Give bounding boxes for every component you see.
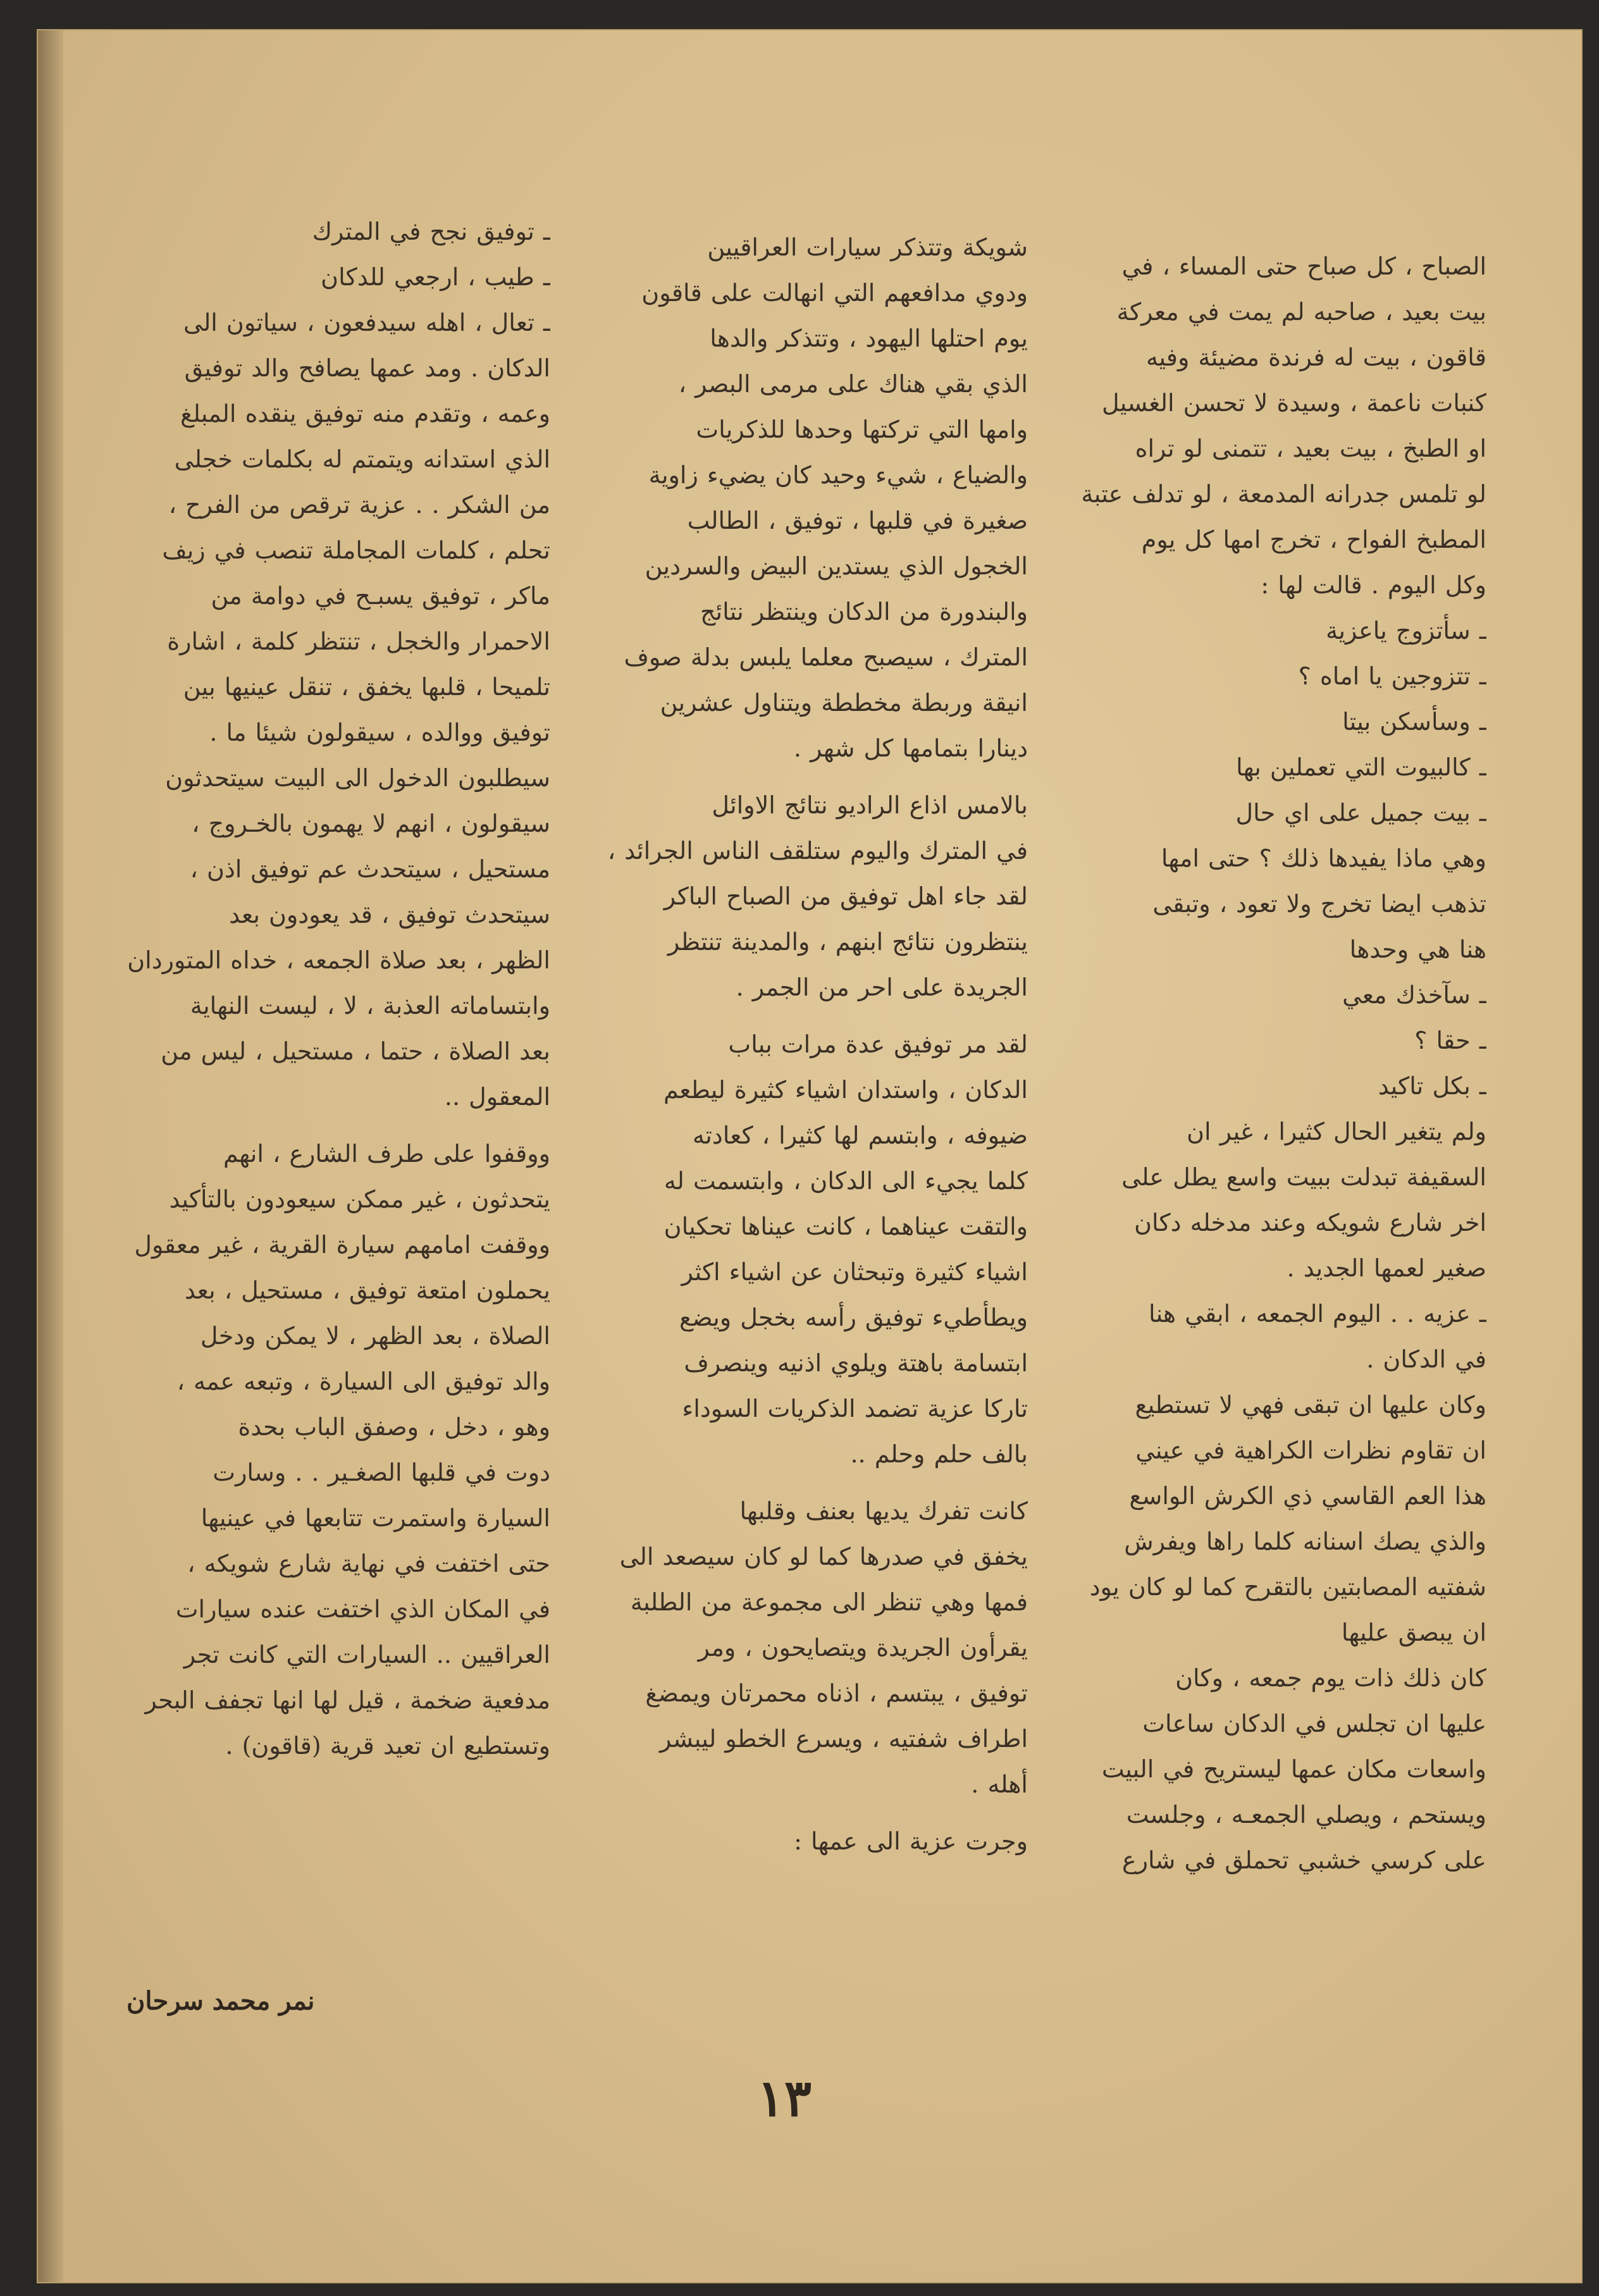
text-line: يقرأون الجريدة ويتصايحون ، ومر — [698, 1634, 1028, 1662]
text-line: اشياء كثيرة وتبحثان عن اشياء اكثر — [681, 1258, 1028, 1286]
text-line: اطراف شفتيه ، ويسرع الخطو ليبشر — [659, 1725, 1028, 1753]
text-line: عليها ان تجلس في الدكان ساعات — [1142, 1710, 1486, 1737]
text-line: المعقول .. — [444, 1083, 550, 1111]
text-line: بالامس اذاع الراديو نتائج الاوائل — [712, 791, 1028, 819]
text-line: توفيق ووالده ، سيقولون شيئا ما . — [209, 719, 550, 746]
text-line: ودوي مدافعهم التي انهالت على قاقون — [641, 279, 1028, 307]
text-line: حتى اختفت في نهاية شارع شويكه ، — [187, 1550, 550, 1577]
text-line: المترك ، سيصبح معلما يلبس بدلة صوف — [624, 643, 1028, 671]
text-line: مدفعية ضخمة ، قيل لها انها تجفف البحر — [145, 1686, 550, 1714]
text-line: الجريدة على احر من الجمر . — [736, 973, 1028, 1001]
text-line: او الطبخ ، بيت بعيد ، تتمنى لو تراه — [1135, 435, 1486, 462]
text-line: وكل اليوم . قالت لها : — [1261, 571, 1486, 599]
text-line: وكان عليها ان تبقى فهي لا تستطيع — [1135, 1391, 1486, 1419]
text-line: ويستحم ، ويصلي الجمعـه ، وجلست — [1126, 1801, 1486, 1829]
text-line: مستحيل ، سيتحدث عم توفيق اذن ، — [190, 855, 550, 883]
text-line: لو تلمس جدرانه المدمعة ، لو تدلف عتبة — [1081, 480, 1486, 508]
text-line: في المترك واليوم ستلقف الناس الجرائد ، — [607, 837, 1028, 865]
text-line: من الشكر . . عزية ترقص من الفرح ، — [168, 491, 550, 519]
text-line: يحملون امتعة توفيق ، مستحيل ، بعد — [184, 1276, 550, 1304]
text-line: ـ توفيق نجح في المترك — [312, 218, 550, 245]
text-line: الدكان ، واستدان اشياء كثيرة ليطعم — [664, 1076, 1028, 1104]
text-line: الظهر ، بعد صلاة الجمعه ، خداه المتوردان — [127, 946, 550, 974]
left-column — [114, 209, 550, 1768]
text-line: الذي بقي هناك على مرمى البصر ، — [678, 370, 1028, 398]
text-line: فمها وهي تنظر الى مجموعة من الطلبة — [630, 1588, 1028, 1616]
text-line: هنا هي وحدها — [1349, 935, 1486, 963]
text-line: وابتساماته العذبة ، لا ، ليست النهاية — [190, 992, 550, 1020]
text-line: الصباح ، كل صباح حتى المساء ، في — [1121, 252, 1486, 280]
text-line: ـ حقا ؟ — [1414, 1027, 1486, 1054]
text-line: أهله . — [971, 1770, 1028, 1798]
text-line: شويكة وتتذكر سيارات العراقيين — [707, 233, 1028, 261]
text-line: دينارا بتمامها كل شهر . — [793, 734, 1028, 762]
text-line: كلما يجيء الى الدكان ، وابتسمت له — [664, 1167, 1028, 1195]
text-line: يوم احتلها اليهود ، وتتذكر والدها — [710, 324, 1028, 352]
text-line: ـ بيت جميل على اي حال — [1235, 799, 1486, 827]
text-line: توفيق ، يبتسم ، اذناه محمرتان ويمضغ — [645, 1679, 1028, 1707]
text-line: والضياع ، شيء وحيد كان يضيء زاوية — [648, 461, 1028, 489]
text-line: بعد الصلاة ، حتما ، مستحيل ، ليس من — [161, 1037, 550, 1065]
text-line: ان تقاوم نظرات الكراهية في عيني — [1135, 1436, 1486, 1464]
text-line: يتحدثون ، غير ممكن سيعودون بالتأكيد — [169, 1185, 550, 1213]
text-line: لقد مر توفيق عدة مرات بباب — [728, 1030, 1028, 1058]
text-line: الدكان . ومد عمها يصافح والد توفيق — [184, 354, 550, 382]
text-line: ولم يتغير الحال كثيرا ، غير ان — [1187, 1118, 1486, 1145]
text-line: والبندورة من الدكان وينتظر نتائج — [700, 598, 1028, 626]
text-line: في المكان الذي اختفت عنده سيارات — [175, 1595, 550, 1623]
text-line: الخجول الذي يستدين البيض والسردين — [645, 552, 1028, 580]
paragraph-gap — [114, 1120, 550, 1131]
text-line: على كرسي خشبي تحملق في شارع — [1121, 1846, 1486, 1874]
text-line: والتقت عيناهما ، كانت عيناها تحكيان — [664, 1213, 1028, 1240]
text-line: واسعات مكان عمها ليستريح في البيت — [1101, 1755, 1486, 1783]
text-line: ـ عزيه . . اليوم الجمعه ، ابقي هنا — [1149, 1300, 1486, 1328]
text-line: السيارة واستمرت تتابعها في عينيها — [201, 1504, 550, 1532]
text-line: ـ بكل تاكيد — [1378, 1072, 1486, 1100]
text-line: السقيفة تبدلت ببيت واسع يطل على — [1121, 1163, 1486, 1191]
text-line: ـ كالبيوت التي تعملين بها — [1236, 753, 1486, 781]
text-line: والذي يصك اسنانه كلما راها ويفرش — [1124, 1528, 1486, 1555]
text-line: تلميحا ، قلبها يخفق ، تنقل عينيها بين — [183, 673, 550, 701]
text-line: سيتحدث توفيق ، قد يعودون بعد — [229, 901, 550, 929]
text-line: وعمه ، وتقدم منه توفيق ينقده المبلغ — [180, 400, 550, 428]
text-line: تحلم ، كلمات المجاملة تنصب في زيف — [162, 536, 550, 564]
text-line: انيقة وربطة مخططة ويتناول عشرين — [660, 689, 1028, 717]
text-line: وهو ، دخل ، وصفق الباب بحدة — [238, 1413, 550, 1441]
text-line: الصلاة ، بعد الظهر ، لا يمكن ودخل — [200, 1322, 550, 1350]
text-line: ووقفت امامهم سيارة القرية ، غير معقول — [134, 1231, 550, 1259]
text-line: ابتسامة باهتة ويلوي اذنيه وينصرف — [684, 1349, 1028, 1377]
text-line: ـ تتزوجين يا اماه ؟ — [1298, 662, 1486, 690]
text-line: يخفق في صدرها كما لو كان سيصعد الى — [619, 1543, 1028, 1571]
middle-column — [598, 225, 1028, 1864]
text-line: كان ذلك ذات يوم جمعه ، وكان — [1175, 1664, 1486, 1692]
text-line: ويطأطيء توفيق رأسه بخجل ويضع — [679, 1304, 1028, 1331]
paragraph-gap — [598, 1807, 1028, 1818]
text-line: لقد جاء اهل توفيق من الصباح الباكر — [664, 882, 1028, 910]
text-line: بيت بعيد ، صاحبه لم يمت في معركة — [1116, 298, 1486, 326]
text-line: اخر شارع شويكه وعند مدخله دكان — [1134, 1209, 1486, 1237]
paragraph-gap — [598, 1477, 1028, 1488]
text-line: صغير لعمها الجديد . — [1287, 1254, 1486, 1282]
page-number: ١٣ — [757, 2068, 812, 2128]
text-line: كنبات ناعمة ، وسيدة لا تحسن الغسيل — [1101, 389, 1486, 417]
text-line: ـ سأتزوج ياعزية — [1326, 617, 1486, 645]
page-edge — [38, 30, 63, 2282]
text-line: ان يبصق عليها — [1341, 1619, 1486, 1646]
text-line: ضيوفه ، وابتسم لها كثيرا ، كعادته — [692, 1121, 1028, 1149]
text-line: وامها التي تركتها وحدها للذكريات — [696, 416, 1028, 443]
text-line: سيقولون ، انهم لا يهمون بالخـروج ، — [192, 810, 550, 837]
text-line: ـ تعال ، اهله سيدفعون ، سياتون الى — [183, 309, 550, 336]
text-line: ماكر ، توفيق يسبـح في دوامة من — [211, 582, 550, 610]
text-line: ينتظرون نتائج ابنهم ، والمدينة تنتظر — [667, 928, 1028, 956]
author-signature: نمر محمد سرحان — [127, 1986, 315, 2016]
paragraph-gap — [598, 771, 1028, 782]
text-line: سيطلبون الدخول الى البيت سيتحدثون — [165, 764, 550, 792]
text-line: تاركا عزية تضمد الذكريات السوداء — [682, 1395, 1028, 1423]
text-line: كانت تفرك يديها بعنف وقلبها — [739, 1497, 1028, 1525]
text-line: دوت في قلبها الصغـير . . وسارت — [213, 1459, 550, 1486]
paragraph-gap — [598, 1010, 1028, 1021]
text-line: وجرت عزية الى عمها : — [794, 1827, 1028, 1855]
text-line: وهي ماذا يفيدها ذلك ؟ حتى امها — [1161, 844, 1486, 872]
text-line: الذي استدانه ويتمتم له بكلمات خجلى — [174, 445, 550, 473]
text-line: العراقيين .. السيارات التي كانت تجر — [183, 1641, 550, 1669]
right-column — [1056, 244, 1486, 1883]
text-line: الاحمرار والخجل ، تنتظر كلمة ، اشارة — [167, 627, 550, 655]
text-line: بالف حلم وحلم .. — [850, 1440, 1028, 1468]
text-line: المطبخ الفواح ، تخرج امها كل يوم — [1141, 526, 1486, 553]
text-line: والد توفيق الى السيارة ، وتبعه عمه ، — [176, 1367, 550, 1395]
text-line: ـ سآخذك معي — [1342, 981, 1486, 1009]
text-line: ـ وسأسكن بيتا — [1342, 708, 1486, 736]
text-line: وتستطيع ان تعيد قرية (قاقون) . — [225, 1732, 550, 1760]
text-line: هذا العم القاسي ذي الكرش الواسع — [1129, 1482, 1486, 1510]
text-line: في الدكان . — [1366, 1345, 1486, 1373]
text-line: شفتيه المصابتين بالتقرح كما لو كان يود — [1089, 1573, 1486, 1601]
text-line: ووقفوا على طرف الشارع ، انهم — [223, 1140, 550, 1168]
text-line: قاقون ، بيت له فرندة مضيئة وفيه — [1145, 343, 1486, 371]
text-line: تذهب ايضا تخرج ولا تعود ، وتبقى — [1152, 890, 1486, 918]
text-line: صغيرة في قلبها ، توفيق ، الطالب — [687, 507, 1028, 534]
text-line: ـ طيب ، ارجعي للدكان — [321, 263, 550, 291]
